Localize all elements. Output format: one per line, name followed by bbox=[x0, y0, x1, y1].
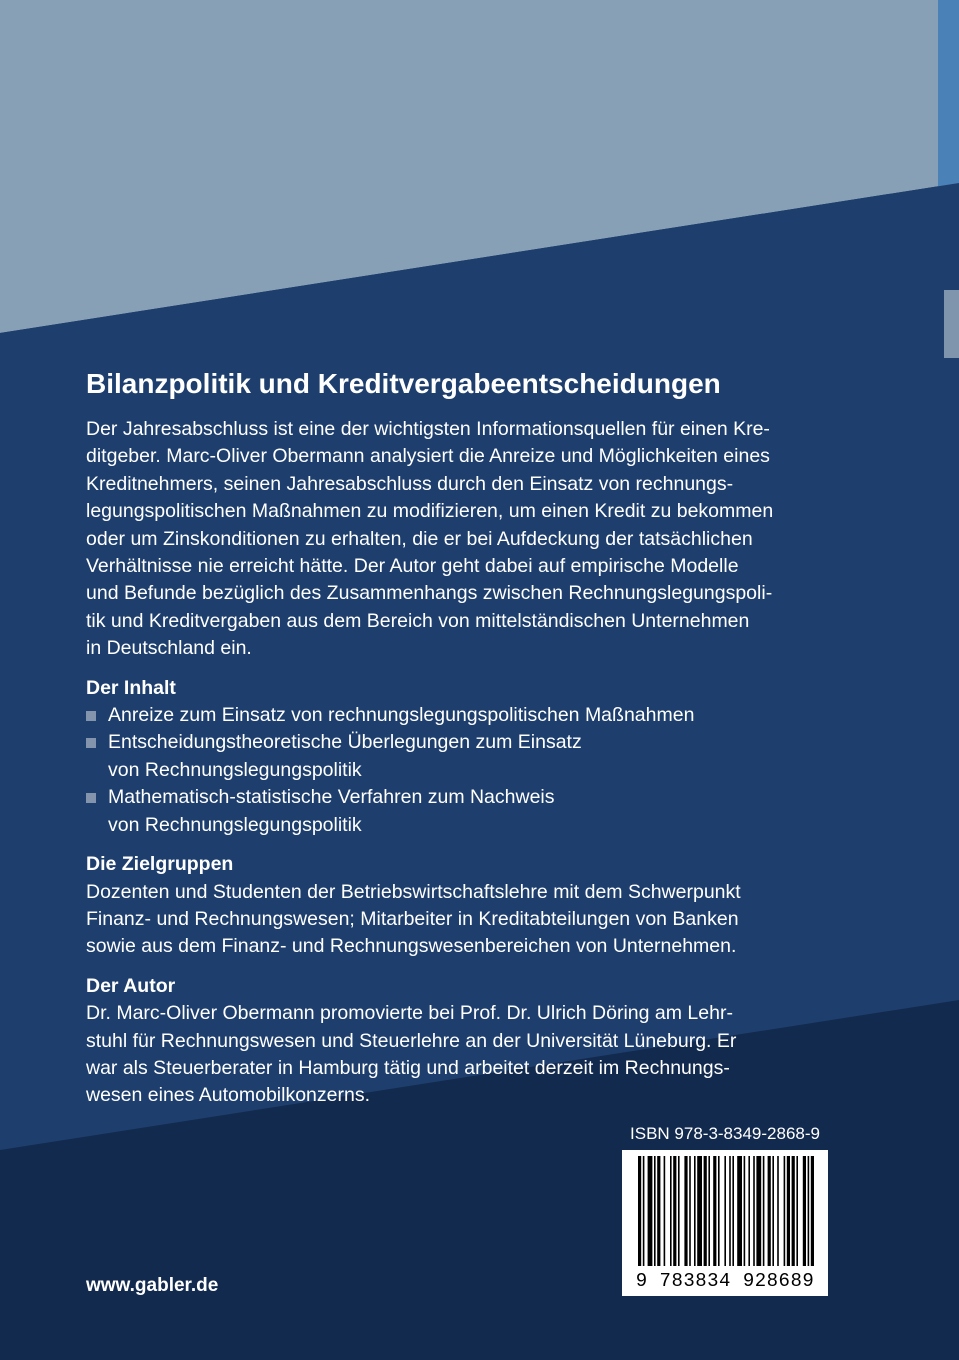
autor-line: Dr. Marc-Oliver Obermann promovierte bei Prof. Dr. Ulrich Döring am Lehr- bbox=[86, 1002, 733, 1025]
square-bullet-icon bbox=[86, 738, 96, 748]
zielgruppen-line: Dozenten und Studenten der Betriebswirtschaftslehre mit dem Schwerpunkt bbox=[86, 880, 741, 903]
description bbox=[86, 416, 876, 663]
isbn-label: ISBN 978-3-8349-2868-9 bbox=[630, 1124, 820, 1143]
zielgruppen-text bbox=[86, 879, 876, 961]
list-item bbox=[86, 729, 876, 784]
square-bullet-icon bbox=[86, 793, 96, 803]
list-item-line: Entscheidungstheoretische Überlegungen zum Einsatz bbox=[108, 731, 582, 754]
list-item-line: Mathematisch-statistische Verfahren zum Nachweis bbox=[108, 786, 555, 809]
autor-heading: Der Autor bbox=[86, 974, 176, 997]
description-line: und Befunde bezüglich des Zusammenhangs zwischen Rechnungslegungspoli- bbox=[86, 582, 773, 605]
description-line: oder um Zinskonditionen zu erhalten, die er bei Aufdeckung der tatsächlichen bbox=[86, 527, 753, 550]
book-title: Bilanzpolitik und Kreditvergabeentscheidungen bbox=[86, 368, 721, 399]
autor-line: stuhl für Rechnungswesen und Steuerlehre an der Universität Lüneburg. Er bbox=[86, 1029, 737, 1052]
autor-line: wesen eines Automobilkonzerns. bbox=[86, 1084, 370, 1107]
square-bullet-icon bbox=[86, 711, 96, 721]
autor-text bbox=[86, 1000, 876, 1110]
description-line: Kreditnehmers, seinen Jahresabschluss durch den Einsatz von rechnungs- bbox=[86, 472, 734, 495]
description-line: in Deutschland ein. bbox=[86, 637, 252, 660]
list-item bbox=[86, 784, 876, 839]
back-cover-text bbox=[86, 364, 876, 1110]
website-link[interactable]: www.gabler.de bbox=[86, 1275, 219, 1296]
description-line: Der Jahresabschluss ist eine der wichtigsten Informationsquellen für einen Kre- bbox=[86, 418, 770, 440]
description-line: tik und Kreditvergaben aus dem Bereich von mittelständischen Unternehmen bbox=[86, 609, 750, 632]
description-line: Verhältnisse nie erreicht hätte. Der Autor geht dabei auf empirische Modelle bbox=[86, 555, 739, 578]
barcode bbox=[622, 1150, 828, 1296]
inhalt-list bbox=[86, 702, 876, 839]
autor-line: war als Steuerberater in Hamburg tätig und arbeitet derzeit im Rechnungs- bbox=[86, 1056, 730, 1079]
list-item-line: von Rechnungslegungspolitik bbox=[108, 758, 362, 781]
list-item-line: Anreize zum Einsatz von rechnungslegungspolitischen Maßnahmen bbox=[108, 704, 695, 727]
inhalt-heading: Der Inhalt bbox=[86, 676, 176, 699]
zielgruppen-heading: Die Zielgruppen bbox=[86, 853, 234, 876]
list-item-line: von Rechnungslegungspolitik bbox=[108, 813, 362, 836]
description-line: legungspolitischen Maßnahmen zu modifizieren, um einen Kredit zu bekommen bbox=[86, 500, 774, 523]
zielgruppen-line: sowie aus dem Finanz- und Rechnungswesenbereichen von Unternehmen. bbox=[86, 935, 737, 958]
zielgruppen-line: Finanz- und Rechnungswesen; Mitarbeiter in Kreditabteilungen von Banken bbox=[86, 907, 739, 930]
list-item bbox=[86, 702, 876, 729]
description-line: ditgeber. Marc-Oliver Obermann analysiert die Anreize und Möglichkeiten eines bbox=[86, 445, 770, 468]
barcode-digits: 9 783834 928689 bbox=[635, 1270, 815, 1292]
